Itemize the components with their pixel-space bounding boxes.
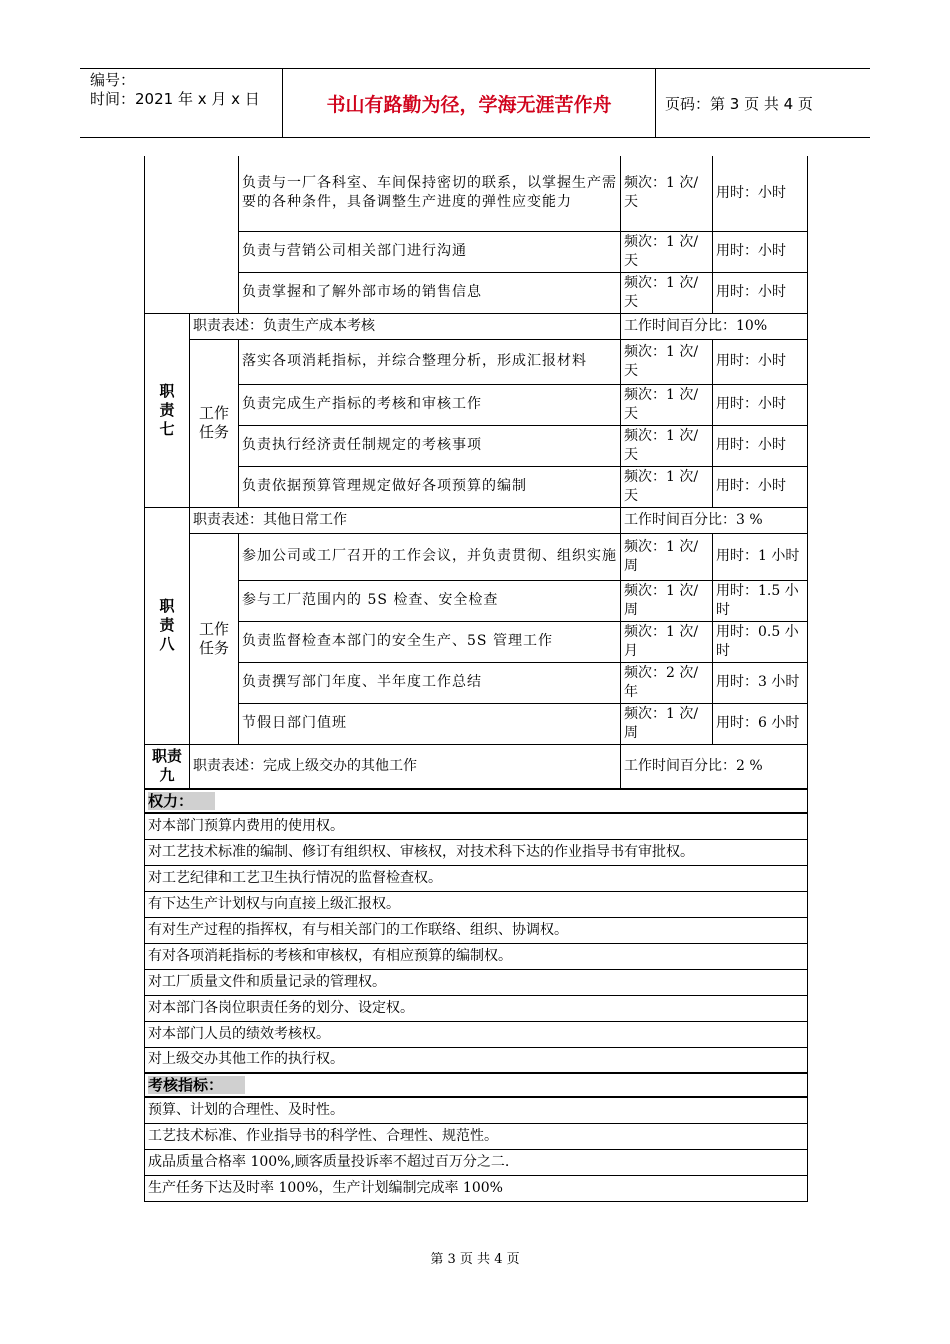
table-row bbox=[145, 580, 808, 621]
table-row bbox=[145, 425, 808, 466]
task-frequency: 频次：1 次/天 bbox=[621, 272, 713, 313]
task-frequency: 频次：1 次/天 bbox=[621, 425, 713, 466]
task-frequency: 频次：1 次/周 bbox=[621, 580, 713, 621]
list-item: 对本部门各岗位职责任务的划分、设定权。 bbox=[145, 995, 808, 1021]
task-text: 负责完成生产指标的考核和审核工作 bbox=[239, 384, 621, 425]
list-item: 对工艺技术标准的编制、修订有组织权、审核权，对技术科下达的作业指导书有审批权。 bbox=[145, 839, 808, 865]
list-item: 生产任务下达及时率 100%，生产计划编制完成率 100% bbox=[145, 1175, 808, 1201]
list-item: 预算、计划的合理性、及时性。 bbox=[145, 1097, 808, 1123]
table-row bbox=[145, 744, 808, 789]
table-row bbox=[145, 507, 808, 533]
duty7-task-label: 工作 任务 bbox=[190, 339, 239, 507]
duty8-statement: 职责表述：其他日常工作 bbox=[190, 507, 621, 533]
task-time: 用时：小时 bbox=[713, 272, 808, 313]
duty7-statement: 职责表述：负责生产成本考核 bbox=[190, 313, 621, 339]
table-row bbox=[145, 789, 808, 813]
doc-date: 时间：2021 年 x 月 x 日 bbox=[90, 90, 260, 108]
task-frequency: 频次：2 次/年 bbox=[621, 662, 713, 703]
duty9-label: 职责 九 bbox=[145, 744, 190, 789]
task-frequency: 频次：1 次/天 bbox=[621, 231, 713, 272]
table-row bbox=[145, 384, 808, 425]
list-item: 对工艺纪律和工艺卫生执行情况的监督检查权。 bbox=[145, 865, 808, 891]
task-frequency: 频次：1 次/天 bbox=[621, 156, 713, 231]
table-row bbox=[145, 621, 808, 662]
task-text: 负责执行经济责任制规定的考核事项 bbox=[239, 425, 621, 466]
authority-title: 权力： bbox=[145, 789, 808, 813]
table-row bbox=[145, 339, 808, 384]
list-item: 工艺技术标准、作业指导书的科学性、合理性、规范性。 bbox=[145, 1123, 808, 1149]
table-row bbox=[145, 313, 808, 339]
doc-number: 编号： bbox=[90, 71, 136, 89]
page-footer: 第 3 页 共 4 页 bbox=[430, 1252, 520, 1267]
task-text: 负责掌握和了解外部市场的销售信息 bbox=[239, 272, 621, 313]
list-item: 成品质量合格率 100%,顾客质量投诉率不超过百万分之二. bbox=[145, 1149, 808, 1175]
duty8-percent: 工作时间百分比：3 % bbox=[621, 507, 808, 533]
task-time: 用时：小时 bbox=[713, 231, 808, 272]
header-page-number: 页码：第 3 页 共 4 页 bbox=[665, 94, 813, 113]
task-text: 负责依据预算管理规定做好各项预算的编制 bbox=[239, 466, 621, 507]
table-row bbox=[145, 272, 808, 313]
task-text: 参加公司或工厂召开的工作会议，并负责贯彻、组织实施 bbox=[239, 533, 621, 580]
task-text: 负责与营销公司相关部门进行沟通 bbox=[239, 231, 621, 272]
list-item: 有下达生产计划权与向直接上级汇报权。 bbox=[145, 891, 808, 917]
list-item: 对本部门预算内费用的使用权。 bbox=[145, 813, 808, 839]
task-time: 用时：6 小时 bbox=[713, 703, 808, 744]
task-time: 用时：小时 bbox=[713, 425, 808, 466]
table-row bbox=[145, 1073, 808, 1097]
task-text: 节假日部门值班 bbox=[239, 703, 621, 744]
list-item: 对本部门人员的绩效考核权。 bbox=[145, 1021, 808, 1047]
task-time: 用时：小时 bbox=[713, 339, 808, 384]
task-time: 用时：1.5 小时 bbox=[713, 580, 808, 621]
task-text: 落实各项消耗指标，并综合整理分析，形成汇报材料 bbox=[239, 339, 621, 384]
table-row bbox=[145, 466, 808, 507]
page-header bbox=[80, 68, 870, 138]
job-description-table bbox=[144, 156, 808, 1202]
table-row bbox=[145, 156, 808, 231]
table-row bbox=[145, 662, 808, 703]
duty6-continuation-cell bbox=[145, 156, 239, 313]
task-frequency: 频次：1 次/天 bbox=[621, 339, 713, 384]
task-text: 负责监督检查本部门的安全生产、5S 管理工作 bbox=[239, 621, 621, 662]
list-item: 有对生产过程的指挥权，有与相关部门的工作联络、组织、协调权。 bbox=[145, 917, 808, 943]
task-text: 负责与一厂各科室、车间保持密切的联系，以掌握生产需要的各种条件，具备调整生产进度的弹性应变能力 bbox=[239, 156, 621, 231]
task-time: 用时：小时 bbox=[713, 466, 808, 507]
task-text: 参与工厂范围内的 5S 检查、安全检查 bbox=[239, 580, 621, 621]
task-frequency: 频次：1 次/周 bbox=[621, 533, 713, 580]
task-time: 用时：3 小时 bbox=[713, 662, 808, 703]
task-text: 负责撰写部门年度、半年度工作总结 bbox=[239, 662, 621, 703]
list-item: 对上级交办其他工作的执行权。 bbox=[145, 1047, 808, 1073]
header-motto: 书山有路勤为径，学海无涯苦作舟 bbox=[283, 69, 656, 137]
duty7-percent: 工作时间百分比：10% bbox=[621, 313, 808, 339]
task-time: 用时：1 小时 bbox=[713, 533, 808, 580]
duty7-label: 职 责 七 bbox=[145, 313, 190, 507]
task-frequency: 频次：1 次/周 bbox=[621, 703, 713, 744]
task-time: 用时：小时 bbox=[713, 156, 808, 231]
duty9-percent: 工作时间百分比：2 % bbox=[621, 744, 808, 789]
task-frequency: 频次：1 次/天 bbox=[621, 384, 713, 425]
duty8-label: 职 责 八 bbox=[145, 507, 190, 744]
table-row bbox=[145, 231, 808, 272]
task-time: 用时：小时 bbox=[713, 384, 808, 425]
task-frequency: 频次：1 次/天 bbox=[621, 466, 713, 507]
kpi-title: 考核指标： bbox=[145, 1073, 808, 1097]
duty9-statement: 职责表述：完成上级交办的其他工作 bbox=[190, 744, 621, 789]
list-item: 对工厂质量文件和质量记录的管理权。 bbox=[145, 969, 808, 995]
task-frequency: 频次：1 次/月 bbox=[621, 621, 713, 662]
duty8-task-label: 工作 任务 bbox=[190, 533, 239, 744]
header-meta bbox=[80, 69, 283, 137]
table-row bbox=[145, 533, 808, 580]
task-time: 用时：0.5 小时 bbox=[713, 621, 808, 662]
list-item: 有对各项消耗指标的考核和审核权，有相应预算的编制权。 bbox=[145, 943, 808, 969]
table-row bbox=[145, 703, 808, 744]
